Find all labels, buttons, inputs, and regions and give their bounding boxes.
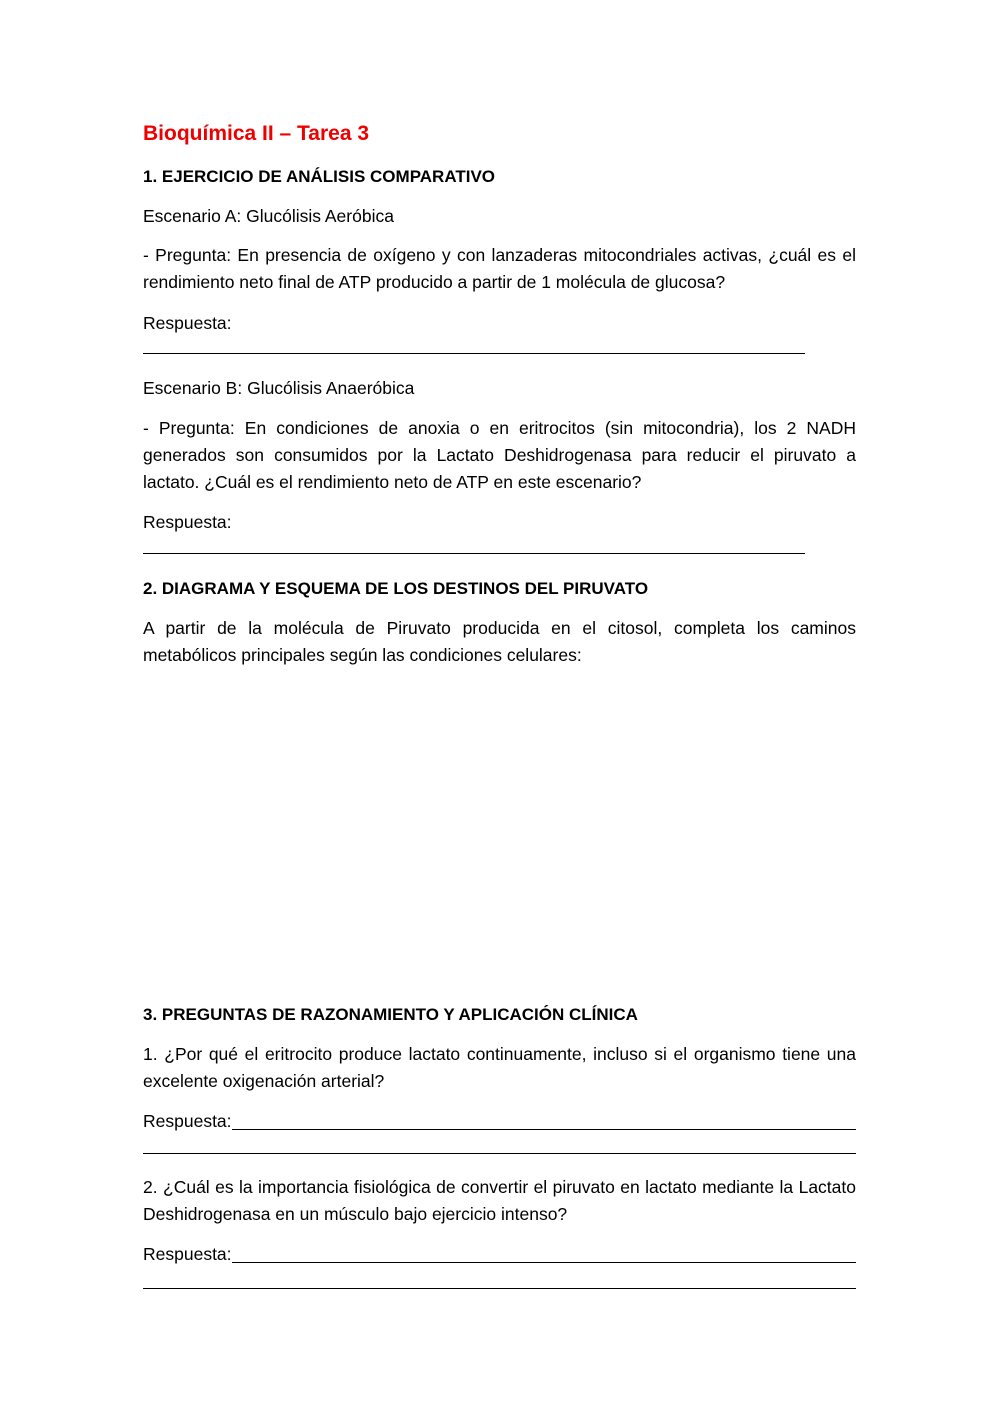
scenario-a-answer-line[interactable] [143,353,805,354]
section-3-heading: 3. PREGUNTAS DE RAZONAMIENTO Y APLICACIÓN CLÍNICA [143,1005,638,1024]
section-2-instructions: A partir de la molécula de Piruvato producida en el citosol, completa los caminos metabólicos principales según las condiciones celulares: [143,618,856,665]
section-2-heading: 2. DIAGRAMA Y ESQUEMA DE LOS DESTINOS DEL PIRUVATO [143,579,649,598]
scenario-a-label: Escenario A: Glucólisis Aeróbica [143,206,394,226]
scenario-b-answer-line[interactable] [143,553,805,554]
diagram-space[interactable] [143,690,856,990]
document-title: Bioquímica II – Tarea 3 [143,122,370,145]
question-1-text: 1. ¿Por qué el eritrocito produce lactato continuamente, incluso si el organismo tiene una excelente oxigenación arterial? [143,1044,856,1091]
scenario-b-question: - Pregunta: En condiciones de anoxia o en eritrocitos (sin mitocondria), los 2 NADH generados son consumidos por la Lactato Deshidrogenasa para reducir el piruvato a lactato. ¿Cuál es el rendimiento neto de ATP en este escenario? [143,418,856,492]
question-1-answer-line[interactable] [232,1129,856,1130]
question-2-answer-line[interactable] [232,1262,856,1263]
scenario-a-question: - Pregunta: En presencia de oxígeno y con lanzaderas mitocondriales activas, ¿cuál es el rendimiento neto final de ATP producido a partir de 1 molécula de glucosa? [143,245,856,292]
question-1-answer-line-2[interactable] [143,1153,856,1154]
scenario-a-answer-label: Respuesta: [143,313,232,333]
question-1-answer-row[interactable] [143,1108,856,1132]
question-2-answer-row[interactable] [143,1241,856,1265]
question-2-answer-label: Respuesta: [143,1244,232,1264]
question-2-answer-line-2[interactable] [143,1288,856,1289]
scenario-b-answer-label: Respuesta: [143,512,232,532]
scenario-b-label: Escenario B: Glucólisis Anaeróbica [143,378,415,398]
section-1-heading: 1. EJERCICIO DE ANÁLISIS COMPARATIVO [143,167,496,186]
question-2-text: 2. ¿Cuál es la importancia fisiológica de convertir el piruvato en lactato mediante la Lactato Deshidrogenasa en un músculo bajo ejercicio intenso? [143,1177,856,1224]
question-1-answer-label: Respuesta: [143,1111,232,1131]
